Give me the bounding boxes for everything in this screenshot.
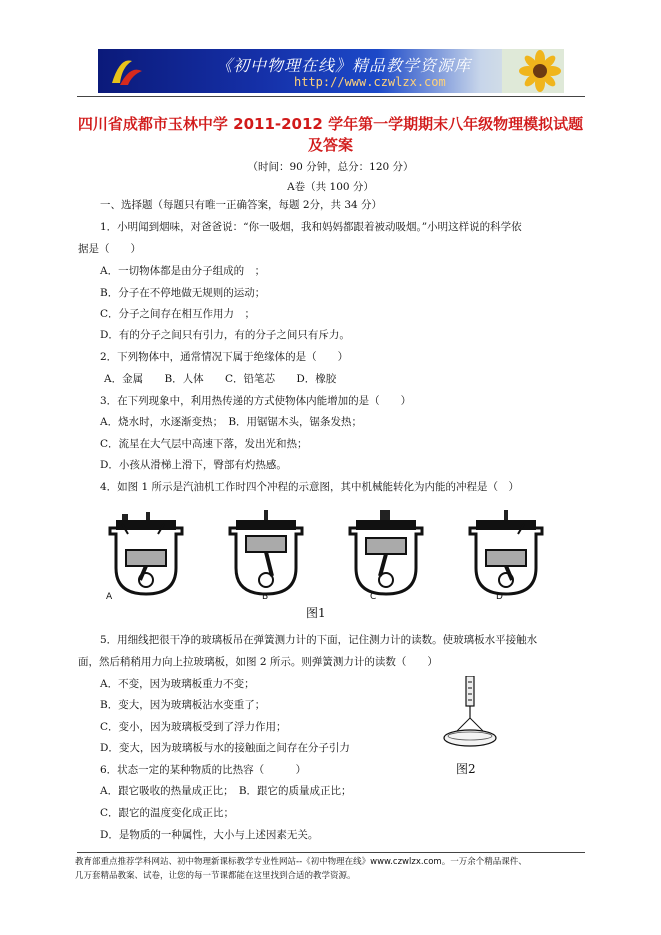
footer-line-2: 几万套精品教案、试卷，让您的每一节课都能在这里找到合适的教学资源。 [75,871,356,881]
question-1-stem: 1．小明闻到烟味，对爸爸说：“你一吸烟，我和妈妈都跟着被动吸烟。”小明这样说的科学依 [100,221,522,233]
question-2-stem: 2．下列物体中，通常情况下属于绝缘体的是（ ） [100,351,349,363]
site-banner [98,49,564,93]
question-6-options-ab: A．跟它吸收的热量成正比； B．跟它的质量成正比； [100,785,352,797]
question-3-option-d: D．小孩从滑梯上滑下，臀部有灼热感。 [100,459,287,471]
question-2-option-c: C．铅笔芯 [225,373,276,385]
engine-label-c: C [370,592,377,602]
document-title-continued: 及答案 [307,136,353,154]
footer-line-1: 教育部重点推荐学科网站、初中物理新课标教学专业性网站--《初中物理在线》www.czwlzx.com。一万余个精品课件、 [75,857,527,867]
figure-2-caption: 图2 [456,762,476,776]
question-5-stem: 5．用细线把很干净的玻璃板吊在弹簧测力计的下面，记住测力计的读数。使玻璃板水平接触水 [100,634,538,646]
banner-url: http://www.czwlzx.com [294,75,446,89]
question-1-option-a: A．一切物体都是由分子组成的 ； [100,265,266,277]
question-3-stem: 3．在下列现象中，利用热传递的方式使物体内能增加的是（ ） [100,395,412,407]
question-2-option-a: A．金属 [104,373,144,385]
question-6-option-d: D．是物质的一种属性，大小与上述因素无关。 [100,829,319,841]
engine-stroke-c-diagram [340,510,432,605]
document-title: 四川省成都市玉林中学 2011-2012 学年第一学期期末八年级物理模拟试题 [77,115,584,133]
footer-note [75,855,595,883]
question-1-option-d: D．有的分子之间只有引力，有的分子之间只有斥力。 [100,329,350,341]
question-2-options [104,371,354,386]
question-6-stem: 6．状态一定的某种物质的比热容（ ） [100,764,307,776]
question-5-option-c: C．变小，因为玻璃板受到了浮力作用； [100,721,287,733]
question-3-option-c: C．流星在大气层中高速下落，发出光和热； [100,438,308,450]
engine-strokes-figure [100,510,552,605]
engine-stroke-b-diagram [220,510,312,605]
question-5-option-d: D．变大，因为玻璃板与水的接触面之间存在分子引力 [100,742,350,754]
question-2-option-b: B．人体 [164,373,204,385]
banner-title: 《初中物理在线》精品教学资源库 [216,56,472,75]
question-5-option-b: B．变大，因为玻璃板沾水变重了； [100,699,266,711]
section-heading: 一、选择题（每题只有唯一正确答案，每题 2分，共 34 分） [100,199,383,211]
engine-label-b: B [262,592,269,602]
figure-1-caption: 图1 [306,606,326,620]
question-1-option-c: C．分子之间存在相互作用力 ； [100,308,256,320]
question-4-stem: 4．如图 1 所示是汽油机工作时四个冲程的示意图，其中机械能转化为内能的冲程是（ ） [100,481,520,493]
sunflower-icon [502,49,564,93]
question-6-option-c: C．跟它的温度变化成正比； [100,807,235,819]
header-rule [77,96,585,97]
footer-rule [77,852,585,853]
question-2-option-d: D．橡胶 [296,373,337,385]
question-5-option-a: A．不变，因为玻璃板重力不变； [100,678,255,690]
engine-stroke-a-diagram [100,510,192,605]
engine-stroke-d-diagram [460,510,552,605]
question-1-stem-cont: 据是（ ） [78,243,141,255]
engine-label-d: D [496,592,503,602]
exam-info: （时间：90 分钟，总分：120 分） [247,161,414,173]
spring-scale-figure [440,676,500,756]
question-5-stem-cont: 面，然后稍稍用力向上拉玻璃板，如图 2 所示。则弹簧测力计的读数（ ） [78,656,438,668]
engine-label-a: A [106,592,113,602]
volume-heading: A卷（共 100 分） [287,181,374,193]
question-3-options-ab: A．烧水时，水逐渐变热； B．用锯锯木头，锯条发热； [100,416,363,428]
question-1-option-b: B．分子在不停地做无规则的运动； [100,287,266,299]
site-logo-icon [106,53,146,89]
